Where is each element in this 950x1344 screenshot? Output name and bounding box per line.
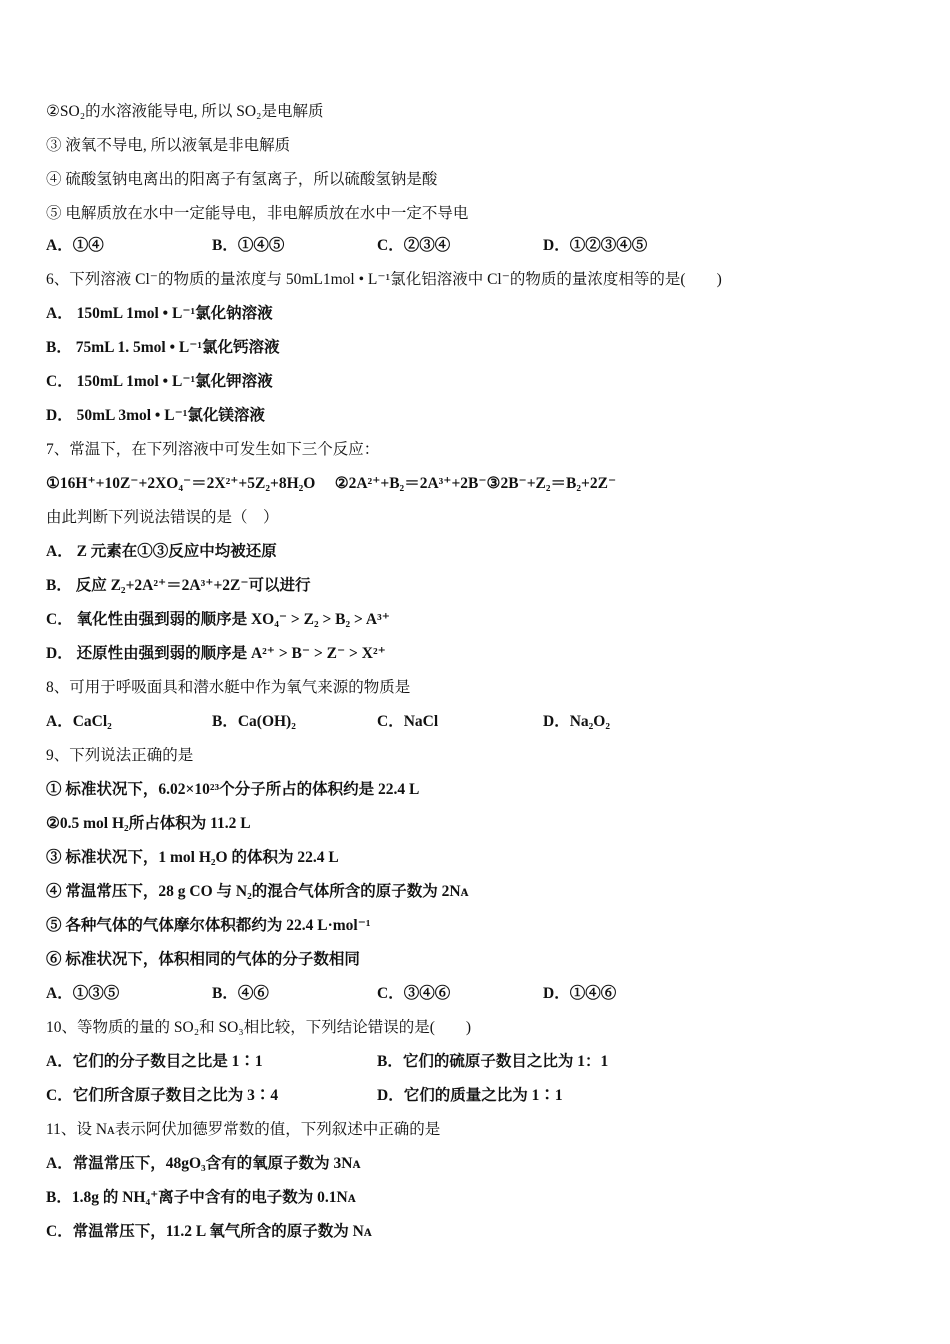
q9-statement-3	[46, 844, 339, 872]
q9-option-b: B．④⑥	[212, 985, 269, 1002]
q5-option-d: D．①②③④⑤	[543, 237, 648, 254]
q9-statement-5	[46, 912, 371, 940]
option-text: D． 50mL 3mol • L⁻¹氯化镁溶液	[46, 407, 265, 424]
q10-stem	[46, 1014, 471, 1042]
question-text: 设 Nᴀ表示阿伏加德罗常数的值，下列叙述中正确的是	[76, 1121, 441, 1138]
statement-text: ⑥ 标准状况下，体积相同的气体的分子数相同	[46, 951, 360, 968]
option-text: C．常温常压下，11.2 L 氧气所含的原子数为 Nᴀ	[46, 1223, 372, 1240]
statement-text: ⑤ 各种气体的气体摩尔体积都约为 22.4 L·mol⁻¹	[46, 917, 371, 934]
q6-option-c	[46, 368, 273, 396]
question-text: 下列溶液 Cl⁻的物质的量浓度与 50mL1mol • L⁻¹氯化铝溶液中 Cl⁻的物质的量浓度相等的是( )	[69, 271, 722, 288]
q10-options-row-2	[46, 1082, 906, 1110]
q8-option-b: B．Ca(OH)₂	[212, 713, 296, 730]
option-text: C． 氧化性由强到弱的顺序是 XO₄⁻ > Z₂ > B₂ > A³⁺	[46, 611, 390, 628]
question-text: 可用于呼吸面具和潜水艇中作为氧气来源的物质是	[69, 679, 411, 696]
q11-option-c	[46, 1218, 372, 1246]
question-text: 常温下，在下列溶液中可发生如下三个反应：	[69, 441, 380, 458]
q10-option-b: B．它们的硫原子数目之比为 1：1	[377, 1053, 609, 1070]
q7-option-c	[46, 606, 390, 634]
statement-text: ②SO₂的水溶液能导电, 所以 SO₂是电解质	[46, 103, 324, 120]
q8-options	[46, 708, 906, 736]
question-text: 下列说法正确的是	[69, 747, 194, 764]
q9-options	[46, 980, 906, 1008]
option-text: B． 反应 Z₂+2A²⁺＝2A³⁺+2Z⁻可以进行	[46, 577, 311, 594]
q9-statement-6	[46, 946, 360, 974]
q10-options-row-1	[46, 1048, 906, 1076]
q9-option-c: C．③④⑥	[377, 985, 451, 1002]
q9-stem	[46, 742, 193, 770]
statement-text: ④ 硫酸氢钠电离出的阳离子有氢离子，所以硫酸氢钠是酸	[46, 171, 438, 188]
statement-text: ③ 标准状况下，1 mol H₂O 的体积为 22.4 L	[46, 849, 339, 866]
q5-options	[46, 232, 906, 260]
q9-statement-2	[46, 810, 251, 838]
q9-option-a: A．①③⑤	[46, 985, 120, 1002]
q11-stem	[46, 1116, 440, 1144]
q8-option-a: A．CaCl₂	[46, 713, 112, 730]
question-text: 等物质的量的 SO₂和 SO₃相比较，下列结论错误的是( )	[77, 1019, 472, 1036]
q10-option-a: A．它们的分子数目之比是 1∶1	[46, 1053, 263, 1070]
q5-option-b: B．①④⑤	[212, 237, 285, 254]
option-text: B．1.8g 的 NH₄⁺离子中含有的电子数为 0.1Nᴀ	[46, 1189, 356, 1206]
statement-text: ① 标准状况下，6.02×10²³个分子所占的体积约是 22.4 L	[46, 781, 420, 798]
option-text: A． Z 元素在①③反应中均被还原	[46, 543, 277, 560]
q7-option-b	[46, 572, 311, 600]
q7-question	[46, 504, 279, 532]
q6-option-d	[46, 402, 265, 430]
q6-option-a	[46, 300, 273, 328]
statement-text: ⑤ 电解质放在水中一定能导电，非电解质放在水中一定不导电	[46, 205, 469, 222]
option-text: D． 还原性由强到弱的顺序是 A²⁺ > B⁻ > Z⁻ > X²⁺	[46, 645, 386, 662]
q6-option-b	[46, 334, 280, 362]
q11-option-b	[46, 1184, 356, 1212]
q8-option-d: D．Na₂O₂	[543, 713, 610, 730]
q7-option-d	[46, 640, 386, 668]
q9-statement-4	[46, 878, 469, 906]
reaction-equations: ①16H⁺+10Z⁻+2XO₄⁻＝2X²⁺+5Z₂+8H₂O ②2A²⁺+B₂＝2A³⁺+2B⁻③2B⁻+Z₂＝B₂+2Z⁻	[46, 475, 617, 492]
q11-option-a	[46, 1150, 361, 1178]
option-text: A．常温常压下，48gO₃含有的氧原子数为 3Nᴀ	[46, 1155, 361, 1172]
q7-stem	[46, 436, 379, 464]
question-number: 7、	[46, 441, 70, 458]
question-text: 由此判断下列说法错误的是（ ）	[46, 509, 279, 526]
question-number: 8、	[46, 679, 70, 696]
q10-option-c: C．它们所含原子数目之比为 3∶4	[46, 1087, 279, 1104]
statement-text: ②0.5 mol H₂所占体积为 11.2 L	[46, 815, 251, 832]
q7-reactions	[46, 470, 616, 498]
question-number: 9、	[46, 747, 70, 764]
statement-text: ④ 常温常压下，28 g CO 与 N₂的混合气体所含的原子数为 2Nᴀ	[46, 883, 469, 900]
q5-statement-3	[46, 132, 290, 160]
q6-stem	[46, 266, 722, 294]
option-text: C． 150mL 1mol • L⁻¹氯化钾溶液	[46, 373, 273, 390]
question-number: 11、	[46, 1121, 77, 1138]
q5-statement-5	[46, 200, 468, 228]
q5-option-a: A．①④	[46, 237, 104, 254]
option-text: A． 150mL 1mol • L⁻¹氯化钠溶液	[46, 305, 273, 322]
q10-option-d: D．它们的质量之比为 1∶1	[377, 1087, 563, 1104]
q9-statement-1	[46, 776, 419, 804]
q5-option-c: C．②③④	[377, 237, 451, 254]
q8-option-c: C．NaCl	[377, 713, 439, 730]
q5-statement-4	[46, 166, 437, 194]
q9-option-d: D．①④⑥	[543, 985, 617, 1002]
statement-text: ③ 液氧不导电, 所以液氧是非电解质	[46, 137, 291, 154]
question-number: 10、	[46, 1019, 78, 1036]
option-text: B． 75mL 1. 5mol • L⁻¹氯化钙溶液	[46, 339, 280, 356]
question-number: 6、	[46, 271, 70, 288]
q8-stem	[46, 674, 410, 702]
q5-statement-2	[46, 98, 323, 126]
q7-option-a	[46, 538, 277, 566]
